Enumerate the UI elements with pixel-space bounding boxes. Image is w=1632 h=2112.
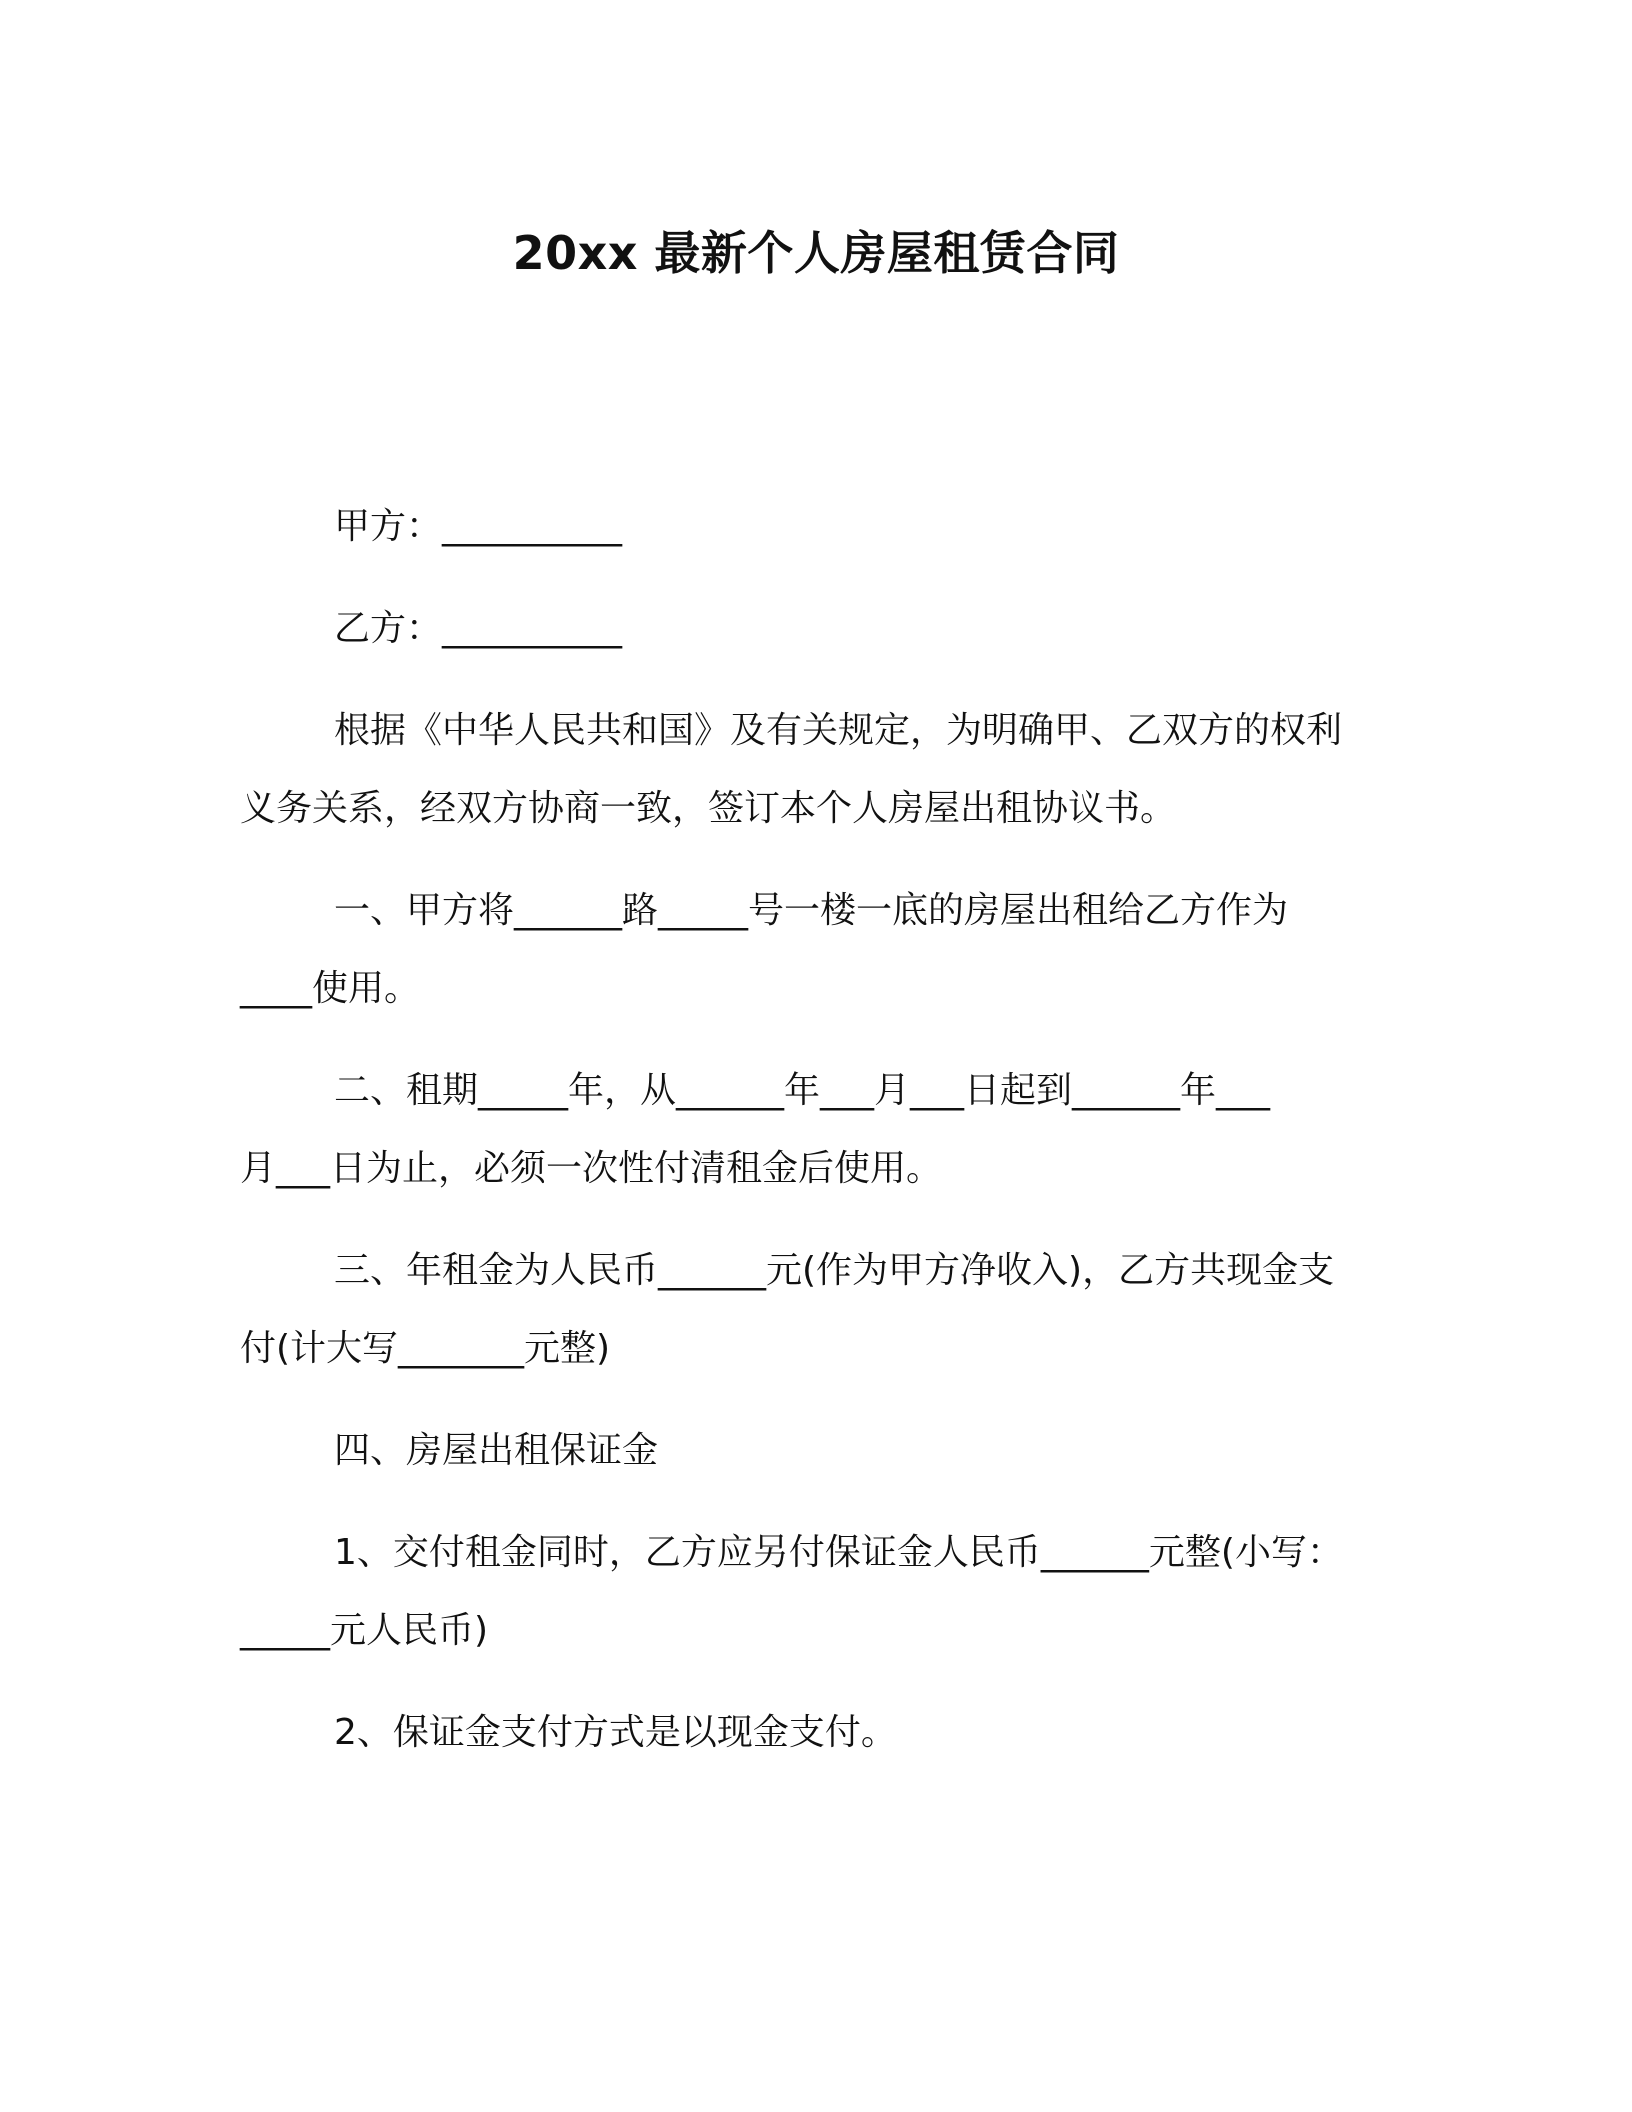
clause-4-item-1-paragraph xyxy=(240,1514,1380,1670)
clause-4-heading: 四、房屋出租保证金 xyxy=(334,1430,659,1471)
party-b-line: 乙方：__________ xyxy=(334,608,623,649)
clause-3-paragraph xyxy=(240,1232,1380,1388)
clause-2-line-1: 二、租期_____年，从______年___月___日起到______年___ xyxy=(334,1070,1271,1111)
clause-4-item-1-line-1: 1、交付租金同时，乙方应另付保证金人民币______元整(小写： xyxy=(334,1532,1343,1573)
clause-2-paragraph xyxy=(240,1052,1380,1208)
clause-1-line-2: ____使用。 xyxy=(240,968,421,1009)
clause-4-item-1-line-2: _____元人民币) xyxy=(240,1610,489,1651)
clause-3-line-1: 三、年租金为人民币______元(作为甲方净收入)，乙方共现金支 xyxy=(334,1250,1335,1291)
clause-1-paragraph xyxy=(240,872,1380,1028)
clause-1-line-1: 一、甲方将______路_____号一楼一底的房屋出租给乙方作为 xyxy=(334,890,1289,931)
document-title: 20xx 最新个人房屋租赁合同 xyxy=(512,226,1120,280)
preamble-paragraph xyxy=(240,692,1380,848)
clause-3-line-2: 付(计大写_______元整) xyxy=(240,1328,611,1369)
party-a-line: 甲方：__________ xyxy=(334,506,623,547)
clause-2-line-2: 月___日为止，必须一次性付清租金后使用。 xyxy=(240,1148,943,1189)
preamble-line-2: 义务关系，经双方协商一致，签订本个人房屋出租协议书。 xyxy=(240,788,1177,829)
preamble-line-1: 根据《中华人民共和国》及有关规定，为明确甲、乙双方的权利 xyxy=(334,710,1343,751)
clause-4-item-2: 2、保证金支付方式是以现金支付。 xyxy=(334,1712,897,1753)
